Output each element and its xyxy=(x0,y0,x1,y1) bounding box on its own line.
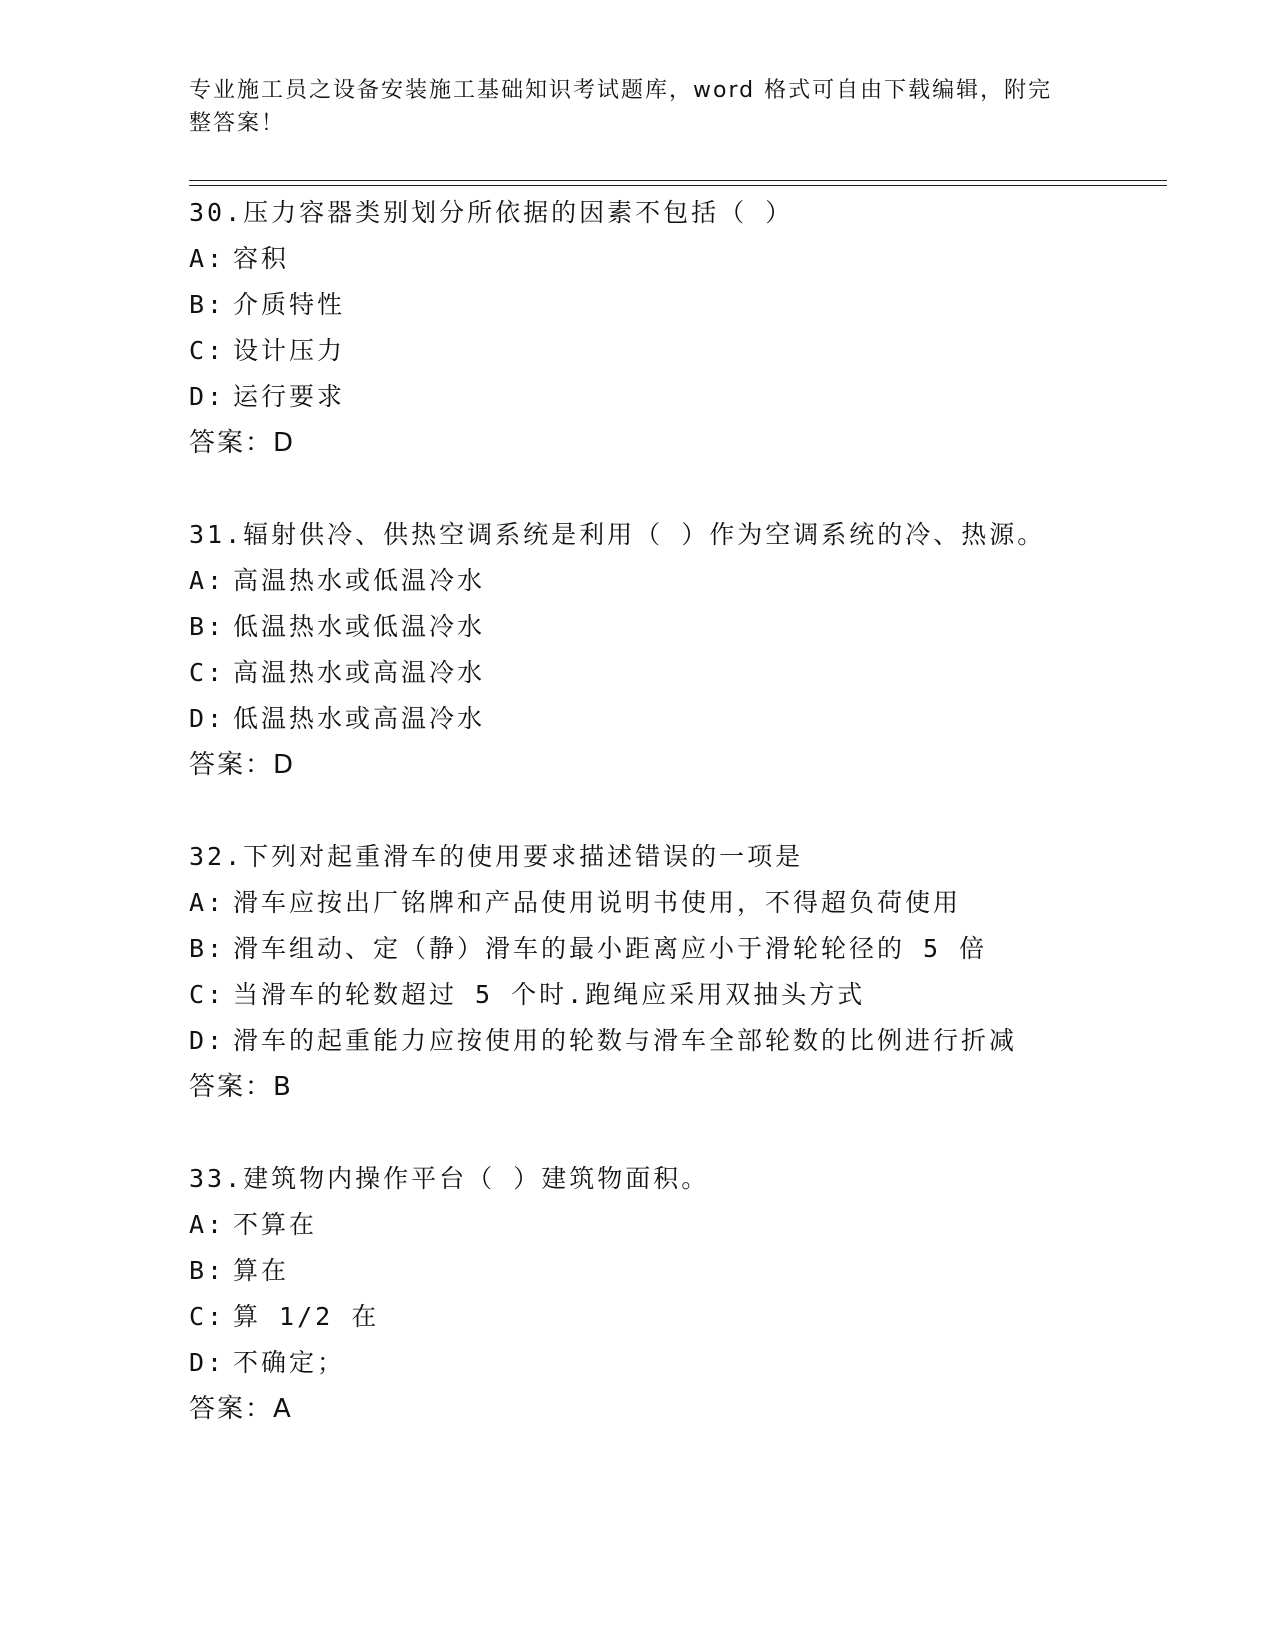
option-letter: C: xyxy=(189,336,226,365)
option-letter: D: xyxy=(189,1026,226,1055)
option-text: 滑车应按出厂铭牌和产品使用说明书使用，不得超负荷使用 xyxy=(233,888,962,917)
question-stem: 31.辐射供冷、供热空调系统是利用（ ）作为空调系统的冷、热源。 xyxy=(189,520,1046,549)
option-text: 高温热水或低温冷水 xyxy=(233,566,486,595)
option-d xyxy=(189,374,1169,420)
option-letter: D: xyxy=(189,1348,226,1377)
option-c xyxy=(189,972,1169,1018)
answer-line: 答案：B xyxy=(189,1072,293,1102)
option-c xyxy=(189,1294,1169,1340)
option-text: 滑车的起重能力应按使用的轮数与滑车全部轮数的比例进行折减 xyxy=(233,1026,1018,1055)
option-a xyxy=(189,1202,1169,1248)
option-text: 低温热水或低温冷水 xyxy=(233,612,486,641)
option-text: 当滑车的轮数超过 5 个时.跑绳应采用双抽头方式 xyxy=(233,980,866,1009)
option-d xyxy=(189,1018,1169,1064)
option-b xyxy=(189,1248,1169,1294)
option-text: 不算在 xyxy=(233,1210,318,1239)
option-text: 高温热水或高温冷水 xyxy=(233,658,486,687)
option-a xyxy=(189,558,1169,604)
option-text: 低温热水或高温冷水 xyxy=(233,704,486,733)
answer-line: 答案：A xyxy=(189,1394,293,1424)
option-letter: B: xyxy=(189,934,226,963)
option-letter: A: xyxy=(189,888,226,917)
option-b xyxy=(189,926,1169,972)
option-letter: B: xyxy=(189,1256,226,1285)
question-list xyxy=(189,190,1169,1478)
option-letter: D: xyxy=(189,704,226,733)
option-text: 介质特性 xyxy=(233,290,346,319)
option-b xyxy=(189,282,1169,328)
document-header xyxy=(189,74,1089,140)
option-letter: B: xyxy=(189,290,226,319)
option-text: 不确定； xyxy=(233,1348,346,1377)
header-divider-top xyxy=(189,180,1167,181)
option-text: 滑车组动、定（静）滑车的最小距离应小于滑轮轮径的 5 倍 xyxy=(233,934,988,963)
option-a xyxy=(189,880,1169,926)
header-line-1: 专业施工员之设备安装施工基础知识考试题库，word 格式可自由下载编辑，附完 xyxy=(189,78,1053,103)
header-divider-bottom xyxy=(189,185,1167,186)
option-text: 算在 xyxy=(233,1256,290,1285)
option-d xyxy=(189,1340,1169,1386)
option-text: 容积 xyxy=(233,244,290,273)
question-30 xyxy=(189,190,1169,466)
answer-line: 答案：D xyxy=(189,428,296,458)
option-text: 运行要求 xyxy=(233,382,346,411)
option-a xyxy=(189,236,1169,282)
question-31 xyxy=(189,512,1169,788)
option-letter: B: xyxy=(189,612,226,641)
option-letter: C: xyxy=(189,1302,226,1331)
question-stem: 30.压力容器类别划分所依据的因素不包括（ ） xyxy=(189,198,794,227)
option-letter: C: xyxy=(189,980,226,1009)
option-letter: A: xyxy=(189,1210,226,1239)
option-b xyxy=(189,604,1169,650)
question-32 xyxy=(189,834,1169,1110)
answer-line: 答案：D xyxy=(189,750,296,780)
option-letter: A: xyxy=(189,244,226,273)
option-letter: A: xyxy=(189,566,226,595)
option-c xyxy=(189,328,1169,374)
option-letter: C: xyxy=(189,658,226,687)
option-letter: D: xyxy=(189,382,226,411)
option-c xyxy=(189,650,1169,696)
header-line-2: 整答案！ xyxy=(189,111,286,136)
option-d xyxy=(189,696,1169,742)
option-text: 设计压力 xyxy=(233,336,346,365)
option-text: 算 1/2 在 xyxy=(233,1302,380,1331)
question-33 xyxy=(189,1156,1169,1432)
question-stem: 33.建筑物内操作平台（ ）建筑物面积。 xyxy=(189,1164,710,1193)
question-stem: 32.下列对起重滑车的使用要求描述错误的一项是 xyxy=(189,842,804,871)
